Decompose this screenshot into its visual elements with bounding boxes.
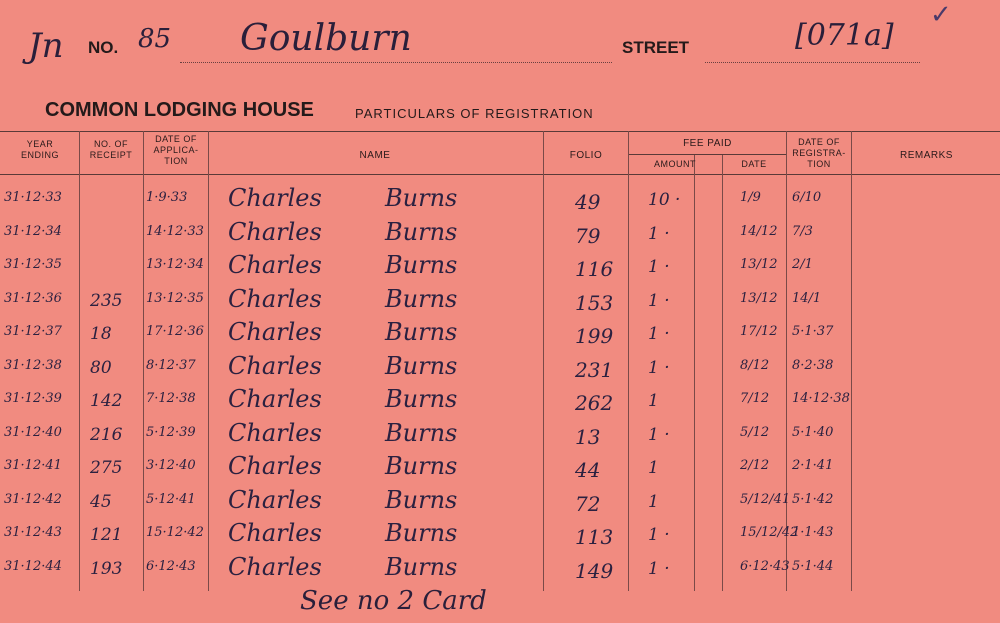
number-value: 85 xyxy=(138,24,172,54)
application-date-cell: 3·12·40 xyxy=(146,458,196,473)
folio-cell: 113 xyxy=(575,525,614,549)
folio-cell: 262 xyxy=(575,391,614,415)
table-header-rule xyxy=(0,174,1000,175)
amount-cell: 1 · xyxy=(648,357,670,378)
amount-cell: 1 xyxy=(648,458,659,478)
application-date-cell: 14·12·33 xyxy=(146,223,204,239)
registration-date-cell: 14·12·38 xyxy=(792,391,850,406)
folio-cell: 44 xyxy=(575,458,601,482)
col-amount: AMOUNT xyxy=(654,159,696,169)
first-name-cell: Charles xyxy=(228,452,322,480)
col-receipt-number: NO. OF RECEIPT xyxy=(89,139,133,160)
folio-cell: 49 xyxy=(575,190,601,214)
fee-date-cell: 5/12 xyxy=(740,424,770,440)
receipt-number-cell: 18 xyxy=(90,324,112,344)
col-folio: FOLIO xyxy=(569,150,603,161)
last-name-cell: Burns xyxy=(385,552,458,581)
column-divider xyxy=(694,155,695,591)
year-ending-cell: 31·12·42 xyxy=(4,491,62,507)
fee-date-cell: 15/12/42 xyxy=(740,525,799,540)
street-label: STREET xyxy=(622,38,690,57)
street-dotted-line xyxy=(180,62,612,63)
street-dotted-line-right xyxy=(705,62,920,63)
fee-date-cell: 13/12 xyxy=(740,290,778,306)
year-ending-cell: 31·12·43 xyxy=(4,525,62,540)
fee-date-cell: 6·12·43 xyxy=(740,558,790,574)
column-divider xyxy=(628,131,629,591)
receipt-number-cell: 193 xyxy=(90,558,123,579)
amount-cell: 1 xyxy=(648,491,659,512)
registration-date-cell: 5·1·44 xyxy=(792,558,834,574)
application-date-cell: 1·9·33 xyxy=(146,190,188,205)
application-date-cell: 8·12·37 xyxy=(146,357,196,373)
amount-cell: 1 · xyxy=(648,558,670,579)
check-mark-icon: ✓ xyxy=(930,0,952,30)
number-label: NO. xyxy=(88,38,119,57)
amount-cell: 1 · xyxy=(648,257,670,277)
col-date-of-application: DATE OF APPLICA- TION xyxy=(153,134,199,166)
first-name-cell: Charles xyxy=(228,418,322,447)
initials: Jn xyxy=(28,26,64,66)
fee-paid-rule xyxy=(628,154,786,155)
application-date-cell: 5·12·41 xyxy=(146,491,196,507)
amount-cell: 1 · xyxy=(648,324,670,344)
application-date-cell: 15·12·42 xyxy=(146,525,204,540)
folio-cell: 231 xyxy=(575,357,614,382)
folio-cell: 72 xyxy=(575,491,601,516)
year-ending-cell: 31·12·44 xyxy=(4,558,62,574)
fee-date-cell: 7/12 xyxy=(740,391,770,406)
last-name-cell: Burns xyxy=(385,318,458,346)
year-ending-cell: 31·12·37 xyxy=(4,324,62,339)
receipt-number-cell: 216 xyxy=(90,424,123,445)
registration-date-cell: 1·1·43 xyxy=(792,525,834,540)
last-name-cell: Burns xyxy=(385,351,458,380)
footer-note: See no 2 Card xyxy=(300,586,487,616)
col-date-of-registration: DATE OF REGISTRA- TION xyxy=(792,137,846,169)
year-ending-cell: 31·12·34 xyxy=(4,223,62,239)
col-year-ending: YEAR ENDING xyxy=(20,139,59,160)
year-ending-cell: 31·12·41 xyxy=(4,458,62,473)
fee-date-cell: 8/12 xyxy=(740,357,770,373)
receipt-number-cell: 142 xyxy=(90,391,123,411)
year-ending-cell: 31·12·33 xyxy=(4,190,62,205)
card-subtitle: PARTICULARS OF REGISTRATION xyxy=(355,106,594,121)
column-divider xyxy=(143,131,144,591)
column-divider xyxy=(786,131,787,591)
registration-date-cell: 5·1·42 xyxy=(792,491,834,507)
last-name-cell: Burns xyxy=(385,251,458,279)
receipt-number-cell: 121 xyxy=(90,525,123,545)
application-date-cell: 7·12·38 xyxy=(146,391,196,406)
street-name: Goulburn xyxy=(240,18,412,59)
column-divider xyxy=(851,131,852,591)
folio-cell: 199 xyxy=(575,324,614,348)
table-top-rule xyxy=(0,131,1000,132)
folio-cell: 116 xyxy=(575,257,614,281)
col-name: NAME xyxy=(359,150,391,161)
amount-cell: 1 · xyxy=(648,525,670,545)
registration-date-cell: 14/1 xyxy=(792,290,822,306)
first-name-cell: Charles xyxy=(228,284,322,313)
fee-date-cell: 2/12 xyxy=(740,458,770,473)
column-divider xyxy=(543,131,544,591)
first-name-cell: Charles xyxy=(228,217,322,246)
first-name-cell: Charles xyxy=(228,385,322,413)
registration-date-cell: 7/3 xyxy=(792,223,813,239)
receipt-number-cell: 80 xyxy=(90,357,112,378)
receipt-number-cell: 235 xyxy=(90,290,123,311)
folio-cell: 79 xyxy=(575,223,601,248)
fee-date-cell: 1/9 xyxy=(740,190,761,205)
first-name-cell: Charles xyxy=(228,351,322,380)
registration-date-cell: 2·1·41 xyxy=(792,458,834,473)
receipt-number-cell: 275 xyxy=(90,458,123,478)
application-date-cell: 5·12·39 xyxy=(146,424,196,440)
fee-date-cell: 17/12 xyxy=(740,324,778,339)
column-divider xyxy=(208,131,209,591)
first-name-cell: Charles xyxy=(228,184,322,212)
fee-date-cell: 13/12 xyxy=(740,257,778,272)
reference-code: [071a] xyxy=(795,18,894,53)
col-remarks: REMARKS xyxy=(900,150,953,161)
last-name-cell: Burns xyxy=(385,217,458,246)
registration-date-cell: 2/1 xyxy=(792,257,813,272)
application-date-cell: 17·12·36 xyxy=(146,324,204,339)
first-name-cell: Charles xyxy=(228,485,322,514)
year-ending-cell: 31·12·36 xyxy=(4,290,62,306)
amount-cell: 1 · xyxy=(648,290,670,311)
amount-cell: 10 · xyxy=(648,190,681,210)
year-ending-cell: 31·12·35 xyxy=(4,257,62,272)
first-name-cell: Charles xyxy=(228,519,322,547)
first-name-cell: Charles xyxy=(228,251,322,279)
col-date: DATE xyxy=(741,159,767,169)
year-ending-cell: 31·12·38 xyxy=(4,357,62,373)
application-date-cell: 6·12·43 xyxy=(146,558,196,574)
amount-cell: 1 · xyxy=(648,424,670,445)
last-name-cell: Burns xyxy=(385,385,458,413)
folio-cell: 149 xyxy=(575,558,614,583)
registration-date-cell: 6/10 xyxy=(792,190,822,205)
receipt-number-cell: 45 xyxy=(90,491,112,512)
card-title: COMMON LODGING HOUSE xyxy=(45,99,314,121)
first-name-cell: Charles xyxy=(228,552,322,581)
amount-cell: 1 xyxy=(648,391,659,411)
last-name-cell: Burns xyxy=(385,485,458,514)
last-name-cell: Burns xyxy=(385,452,458,480)
amount-cell: 1 · xyxy=(648,223,670,244)
folio-cell: 13 xyxy=(575,424,601,449)
last-name-cell: Burns xyxy=(385,418,458,447)
folio-cell: 153 xyxy=(575,290,614,315)
registration-date-cell: 8·2·38 xyxy=(792,357,834,373)
registration-date-cell: 5·1·37 xyxy=(792,324,834,339)
fee-date-cell: 14/12 xyxy=(740,223,778,239)
last-name-cell: Burns xyxy=(385,184,458,212)
first-name-cell: Charles xyxy=(228,318,322,346)
application-date-cell: 13·12·34 xyxy=(146,257,204,272)
column-divider xyxy=(722,155,723,591)
last-name-cell: Burns xyxy=(385,284,458,313)
registration-date-cell: 5·1·40 xyxy=(792,424,834,440)
year-ending-cell: 31·12·40 xyxy=(4,424,62,440)
application-date-cell: 13·12·35 xyxy=(146,290,204,306)
last-name-cell: Burns xyxy=(385,519,458,547)
column-divider xyxy=(79,131,80,591)
fee-date-cell: 5/12/41 xyxy=(740,491,791,507)
year-ending-cell: 31·12·39 xyxy=(4,391,62,406)
col-fee-paid: FEE PAID xyxy=(683,138,732,149)
